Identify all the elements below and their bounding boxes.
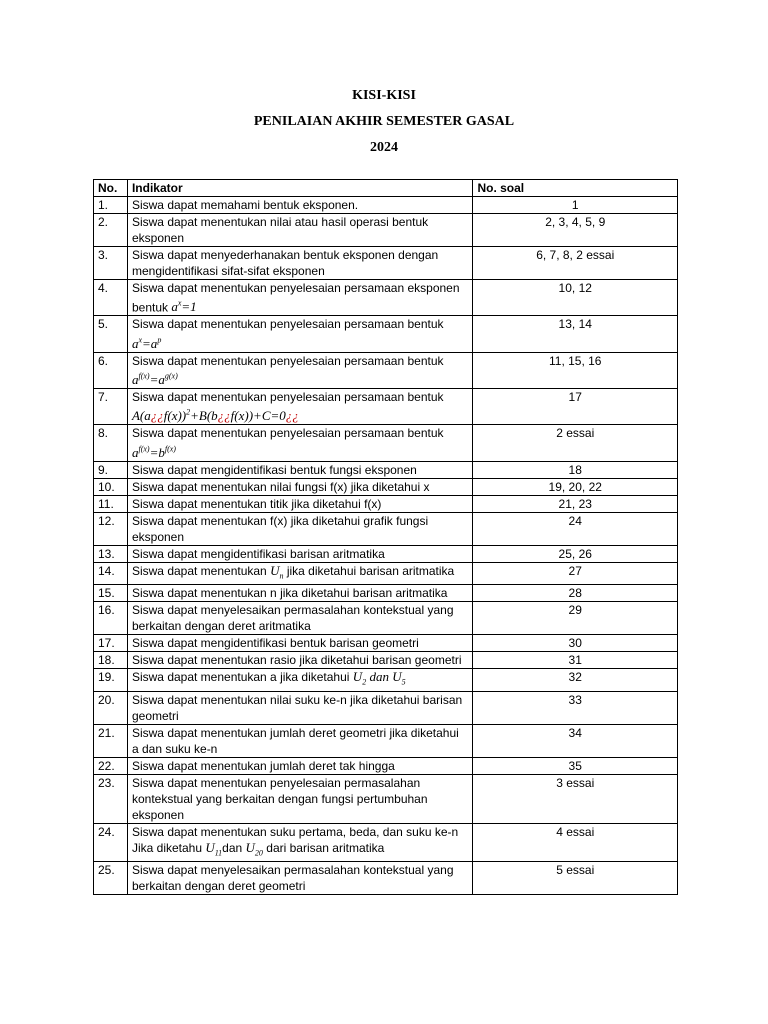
row-number: 19. xyxy=(94,669,128,692)
row-number: 22. xyxy=(94,757,128,774)
indikator-text: Siswa dapat menentukan suku pertama, beda, dan suku ke-n Jika diketahu xyxy=(131,824,459,855)
row-number: 17. xyxy=(94,635,128,652)
table-row xyxy=(94,757,678,774)
title-line-3: 2024 xyxy=(370,140,398,155)
table-row xyxy=(94,724,678,757)
row-number: 6. xyxy=(94,352,128,388)
row-soal: 29 xyxy=(473,602,678,635)
math-expression: $U_{11}$ xyxy=(205,839,223,858)
row-indikator xyxy=(127,316,473,352)
row-number: 14. xyxy=(94,562,128,585)
row-soal: 11, 15, 16 xyxy=(473,352,678,388)
row-soal: 10, 12 xyxy=(473,280,678,316)
indikator-text: jika diketahui barisan aritmatika xyxy=(286,563,455,578)
row-number: 24. xyxy=(94,823,128,862)
row-number: 8. xyxy=(94,425,128,461)
table-row xyxy=(94,691,678,724)
table-row xyxy=(94,823,678,862)
row-number: 9. xyxy=(94,461,128,478)
table-row xyxy=(94,461,678,478)
row-indikator: Siswa dapat mengidentifikasi bentuk fungsi eksponen xyxy=(127,461,473,478)
math-expression: $a^x=a^p$ xyxy=(131,335,162,351)
table-row xyxy=(94,669,678,692)
row-number: 5. xyxy=(94,316,128,352)
row-soal: 30 xyxy=(473,635,678,652)
row-number: 7. xyxy=(94,388,128,424)
row-soal: 27 xyxy=(473,562,678,585)
row-indikator: Siswa dapat menyederhanakan bentuk eksponen dengan mengidentifikasi sifat-sifat eksponen xyxy=(127,247,473,280)
table-row xyxy=(94,425,678,461)
row-indikator xyxy=(127,823,473,862)
header-no: No. xyxy=(94,180,128,197)
table-row xyxy=(94,478,678,495)
math-expression: A(a¿¿f(x))$^2$+B(b¿¿f(x))+C=0¿¿ xyxy=(131,407,299,424)
indikator-text: Siswa dapat menentukan penyelesaian persamaan bentuk xyxy=(131,389,444,404)
row-soal: 5 essai xyxy=(473,862,678,895)
row-soal: 28 xyxy=(473,585,678,602)
row-number: 2. xyxy=(94,214,128,247)
table-row xyxy=(94,495,678,512)
table-row xyxy=(94,602,678,635)
row-soal: 4 essai xyxy=(473,823,678,862)
row-indikator xyxy=(127,352,473,388)
row-soal: 2, 3, 4, 5, 9 xyxy=(473,214,678,247)
row-soal: 32 xyxy=(473,669,678,692)
indikator-text: dari barisan aritmatika xyxy=(266,840,385,855)
row-number: 12. xyxy=(94,512,128,545)
row-number: 13. xyxy=(94,545,128,562)
table-row xyxy=(94,214,678,247)
row-number: 16. xyxy=(94,602,128,635)
indikator-text: dan xyxy=(222,840,243,855)
row-indikator: Siswa dapat menentukan nilai atau hasil operasi bentuk eksponen xyxy=(127,214,473,247)
row-indikator: Siswa dapat menentukan nilai fungsi f(x) jika diketahui x xyxy=(127,478,473,495)
table-row xyxy=(94,545,678,562)
table-row xyxy=(94,197,678,214)
indikator-text: Siswa dapat menentukan penyelesaian persamaan bentuk xyxy=(131,317,444,332)
indikator-table xyxy=(93,179,678,895)
table-row xyxy=(94,280,678,316)
table-row xyxy=(94,774,678,823)
row-indikator: Siswa dapat menentukan titik jika diketahui f(x) xyxy=(127,495,473,512)
row-indikator xyxy=(127,669,473,692)
row-soal: 25, 26 xyxy=(473,545,678,562)
row-soal: 13, 14 xyxy=(473,316,678,352)
row-number: 3. xyxy=(94,247,128,280)
document-title-block xyxy=(0,86,768,164)
row-indikator: Siswa dapat menyelesaikan permasalahan kontekstual yang berkaitan dengan deret geometri xyxy=(127,862,473,895)
row-number: 20. xyxy=(94,691,128,724)
table-row xyxy=(94,635,678,652)
row-soal: 24 xyxy=(473,512,678,545)
row-soal: 33 xyxy=(473,691,678,724)
indikator-text: Siswa dapat menentukan penyelesaian persamaan bentuk xyxy=(131,353,444,368)
row-number: 1. xyxy=(94,197,128,214)
row-soal: 6, 7, 8, 2 essai xyxy=(473,247,678,280)
row-indikator: Siswa dapat menentukan f(x) jika diketahui grafik fungsi eksponen xyxy=(127,512,473,545)
indikator-text: Siswa dapat menentukan penyelesaian persamaan eksponen bentuk xyxy=(131,281,460,315)
row-number: 11. xyxy=(94,495,128,512)
math-expression: $U_{20}$ xyxy=(245,839,263,858)
row-indikator xyxy=(127,280,473,316)
row-soal: 18 xyxy=(473,461,678,478)
math-expression: $a^{f(x)}=b^{f(x)}$ xyxy=(131,444,176,460)
row-number: 15. xyxy=(94,585,128,602)
indikator-text: Siswa dapat menentukan a jika diketahui xyxy=(131,670,350,685)
title-line-2: PENILAIAN AKHIR SEMESTER GASAL xyxy=(253,114,515,129)
row-soal: 34 xyxy=(473,724,678,757)
table-header-row xyxy=(94,180,678,197)
row-soal: 31 xyxy=(473,652,678,669)
row-number: 21. xyxy=(94,724,128,757)
row-indikator: Siswa dapat menentukan nilai suku ke-n jika diketahui barisan geometri xyxy=(127,691,473,724)
math-expression: $a^{f(x)}=a^{g(x)}$ xyxy=(131,371,178,387)
row-soal: 19, 20, 22 xyxy=(473,478,678,495)
row-indikator: Siswa dapat menentukan rasio jika diketahui barisan geometri xyxy=(127,652,473,669)
row-indikator xyxy=(127,425,473,461)
row-indikator xyxy=(127,562,473,585)
row-indikator: Siswa dapat menentukan jumlah deret tak hingga xyxy=(127,757,473,774)
table-row xyxy=(94,352,678,388)
row-indikator: Siswa dapat mengidentifikasi bentuk barisan geometri xyxy=(127,635,473,652)
row-soal: 3 essai xyxy=(473,774,678,823)
row-indikator: Siswa dapat mengidentifikasi barisan aritmatika xyxy=(127,545,473,562)
row-indikator: Siswa dapat menentukan n jika diketahui barisan aritmatika xyxy=(127,585,473,602)
table-row xyxy=(94,247,678,280)
row-soal: 21, 23 xyxy=(473,495,678,512)
row-indikator: Siswa dapat menyelesaikan permasalahan kontekstual yang berkaitan dengan deret aritmatika xyxy=(127,602,473,635)
row-indikator: Siswa dapat menentukan penyelesaian permasalahan kontekstual yang berkaitan dengan fungsi pertumbuhan eksponen xyxy=(127,774,473,823)
table-row xyxy=(94,862,678,895)
row-indikator: Siswa dapat menentukan jumlah deret geometri jika diketahui a dan suku ke-n xyxy=(127,724,473,757)
row-number: 18. xyxy=(94,652,128,669)
header-no-soal: No. soal xyxy=(473,180,678,197)
row-number: 10. xyxy=(94,478,128,495)
row-soal: 35 xyxy=(473,757,678,774)
header-indikator: Indikator xyxy=(127,180,473,197)
math-expression: $a^x=1$ xyxy=(171,299,197,315)
row-indikator: Siswa dapat memahami bentuk eksponen. xyxy=(127,197,473,214)
table-row xyxy=(94,562,678,585)
table-row xyxy=(94,652,678,669)
math-expression: $U_n$ xyxy=(270,562,284,581)
row-soal: 2 essai xyxy=(473,425,678,461)
row-number: 23. xyxy=(94,774,128,823)
math-expression: $U_2$ dan $U_5$ xyxy=(352,669,406,687)
indikator-text: Siswa dapat menentukan xyxy=(131,563,267,578)
table-row xyxy=(94,585,678,602)
indikator-text: Siswa dapat menentukan penyelesaian persamaan bentuk xyxy=(131,426,444,441)
table-row xyxy=(94,316,678,352)
row-number: 4. xyxy=(94,280,128,316)
row-soal: 1 xyxy=(473,197,678,214)
row-indikator xyxy=(127,388,473,424)
row-soal: 17 xyxy=(473,388,678,424)
table-row xyxy=(94,388,678,424)
table-row xyxy=(94,512,678,545)
row-number: 25. xyxy=(94,862,128,895)
title-line-1: KISI-KISI xyxy=(352,88,416,103)
